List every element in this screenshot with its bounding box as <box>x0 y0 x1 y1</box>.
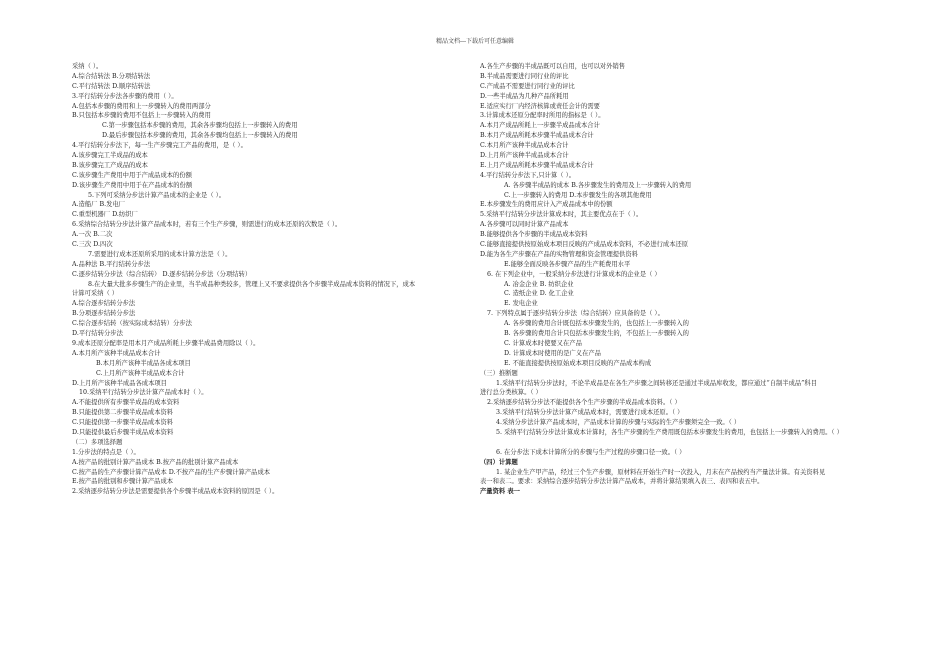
left-text-line: A.按产品的批别计算产品成本 B.按产品的批别计算产品成本 <box>72 458 239 466</box>
right-text-line: C.能够直接提供按原始成本项目反映的产成品成本资料，不必进行成本还原 <box>480 241 689 249</box>
left-text-line: A.包括本步骤的费用和上一步骤转入的费用两部分 <box>72 102 211 110</box>
left-text-line: 9.成本还原分配率是用本月产成品所耗上步骤半成品费用除以（ ）。 <box>72 339 260 347</box>
left-text-line: C.只能提供第一步骤半成品成本资料 <box>72 419 174 427</box>
right-text-line: E.上月产成品所耗本步骤半成品成本合计 <box>480 161 594 169</box>
left-text-line: A.本月所产该种半成品成本合计 <box>72 349 161 357</box>
left-text-line: D.只能提供最后步骤半成品成本资料 <box>72 428 174 436</box>
left-text-line: A.不能提供所有步骤半成品的成本资料 <box>72 399 180 407</box>
left-text-line: 7.需要进行成本还原所采用的成本计算方法是（ ）。 <box>88 250 232 258</box>
left-text-line: D.上月所产该种半成品各成本项目 <box>72 379 167 387</box>
left-text-line: A.造船厂 B.发电厂 <box>72 201 125 209</box>
right-text-line: 1.采纳平行结转分步法时，不论半成品是在各生产步骤之间转移还是通过半成品库收发，都应通过“自制半成品”科目 <box>496 379 817 387</box>
left-text-line: 6.采纳综合结转分步法计算产品成本时，若有三个生产步骤，则需进行的成本还原的次数是（ ）。 <box>72 221 342 229</box>
left-text-line: 5.下列可采纳分步法计算产品成本的企业是（ ）。 <box>88 191 226 199</box>
right-text-line: 4.采纳分步法计算产品成本时，产品成本计算的步骤与实际的生产步骤须完全一致。（ ） <box>496 419 741 427</box>
right-text-line: B.半成品需要进行同行业的评比 <box>480 72 569 80</box>
right-text-line: 3.计算成本还原分配率时所用的指标是（ ）。 <box>480 112 605 120</box>
right-text-line: 6. 在分步法下成本计算所分的步骤与生产过程的步骤口径一致。（ ） <box>496 448 686 456</box>
left-text-line: E.按产品的批别和步骤计算产品成本 <box>72 478 174 486</box>
right-text-line: D.一些半成品为几种产品所耗用 <box>480 92 569 100</box>
right-text-line: C.本月所产该种半成品成本合计 <box>480 142 569 150</box>
right-text-line: E. 发电企业 <box>504 300 538 308</box>
left-text-line: C.按产品的生产步骤计算产品成本 D.不按产品的生产步骤计算产品成本 <box>72 468 271 476</box>
left-text-line: A.综合结转法 B.分项结转法 <box>72 72 151 80</box>
left-text-line: A.品种法 B.平行结转分步法 <box>72 260 151 268</box>
left-text-line: 采纳（ ）。 <box>72 63 103 70</box>
right-text-line: A. 各步骤的费用合计既包括本步骤发生的，也包括上一步骤转入的 <box>504 320 689 328</box>
right-text-line: E. 不能直接提供按原始成本项目反映的产品成本构成 <box>504 359 652 367</box>
right-text-line: 3.采纳平行结转分步法计算产成品成本时，需要进行成本还原。（ ） <box>496 409 684 417</box>
left-text-line: A.综合逐步结转分步法 <box>72 300 136 308</box>
right-text-line: C. 造纸企业 D. 化工企业 <box>504 290 574 298</box>
left-text-line: 2.采纳逐步结转分步法是需要提供各个步骤半成品成本资料的原因是（ ）。 <box>72 488 279 496</box>
left-text-line: C.三次 D.四次 <box>72 241 113 249</box>
right-text-line: E.适应实行厂内经济核算或责任会计的需要 <box>480 102 600 110</box>
right-text-line: D. 计算成本时使用的是广义在产品 <box>504 349 601 357</box>
left-text-line: C.该步骤生产费用中用于产成品成本的份额 <box>72 171 192 179</box>
right-column <box>480 62 880 497</box>
right-text-line: 7. 下列特点属于逐步结转分步法（综合结转）应具备的是（ ）。 <box>487 310 664 318</box>
right-text-line: B.能够提供各个步骤的半成品成本资料 <box>480 231 588 239</box>
right-text-line: A. 冶金企业 B. 纺织企业 <box>504 280 574 288</box>
left-text-line: 1.分步法的特点是（ ）。 <box>72 448 140 456</box>
left-text-line: B.分项逐步结转分步法 <box>72 310 136 318</box>
right-text-line: 2.采纳逐步结转分步法不能提供各个生产步骤的半成品成本资料。（ ） <box>487 399 681 407</box>
right-text-line <box>480 438 880 448</box>
right-text-line: B. 各步骤的费用合计只包括本步骤发生的，不包括上一步骤转入的 <box>504 330 689 338</box>
right-text-line: E.能够全面反映各步骤产品的生产耗费用水平 <box>504 260 631 268</box>
right-text-line: B.本月产成品所耗本步骤半成品成本合计 <box>480 132 594 140</box>
right-text-line: （三）推断题 <box>480 369 518 377</box>
left-text-line: B.该步骤完工产成品的成本 <box>72 161 148 169</box>
right-text-line: A.本月产成品所耗上一步骤半成品成本合计 <box>480 122 600 130</box>
left-text-line: 4.平行结转分步法下，每一生产步骤完工产品的费用，是（ ）。 <box>72 142 247 150</box>
left-text-line: （二）多项选择题 <box>72 438 123 446</box>
right-text-line: 5. 采纳平行结转分步法计算成本计算时，各生产步骤的生产费用既包括本步骤发生的费用，也包括上一步骤转入的费用。（ ） <box>496 428 843 436</box>
left-text-line: 8.在大量大批多步骤生产的企业里，当半成品种类较多，管理上又不要求提供各个步骤半成品成本资料的情况下，成本 <box>88 280 416 288</box>
right-text-line: （四）计算题 <box>480 458 518 466</box>
page-header: 精品文档---下载后可任意编辑 <box>435 38 515 45</box>
left-text-line: C.第一步骤包括本步骤的费用，其余各步骤均包括上一步骤转入的费用 <box>102 122 298 130</box>
left-text-line: C.平行结转法 D.顺序结转法 <box>72 82 151 90</box>
right-text-line: C. 计算成本时使要又在产品 <box>504 339 582 347</box>
left-text-line: C.重型机器厂 D.纺织厂 <box>72 211 138 219</box>
right-text-line: 5.采纳平行结转分步法计算成本时，其主要优点在于（ ）。 <box>480 211 643 219</box>
left-text-line: 3.平行结转分步法各步骤的费用（ ）。 <box>72 92 178 100</box>
right-text-line: A.各步骤可以同时计算产品成本 <box>480 221 569 229</box>
right-text-line: 进行总分类核算。（ ） <box>480 389 542 397</box>
right-text-line: C.上一步骤转入的费用 D.本步骤发生的各项其他费用 <box>504 191 652 199</box>
right-text-line: E.本步骤发生的费用应计入产成品成本中的份额 <box>480 201 613 209</box>
left-text-line: D.该步骤生产费用中用于在产品成本的份额 <box>72 181 193 189</box>
left-text-line: 10.采纳平行结转分步法计算产品成本时（ ）。 <box>79 389 208 397</box>
right-text-line: 1. 某企业生产甲产品，经过三个生产步骤，原材料在开始生产时一次投入，月末在产品按约当产量法计算。有关资料见 <box>496 468 826 476</box>
left-text-line: D.平行结转分步法 <box>72 330 123 338</box>
right-text-line: 产量资料 表一 <box>480 488 520 496</box>
right-text-line: A. 各步骤半成品的成本 B.各步骤发生的费用及上一步骤转入的费用 <box>504 181 692 189</box>
left-text-line: A.一次 B.二次 <box>72 231 113 239</box>
left-text-line: 计算可采纳（ ） <box>72 290 119 298</box>
left-text-line: C.综合逐步结转（按实际成本结转）分步法 <box>72 320 192 328</box>
right-text-line: 6. 在下列企业中，一般采纳分步法进行计算成本的企业是（ ） <box>487 270 661 278</box>
right-text-line: C.产成品不需要进行同行业的评比 <box>480 82 575 90</box>
right-text-line: 4.平行结转分步法下,只计算（ ）。 <box>480 171 576 179</box>
left-text-line: C.逐步结转分步法（综合结转） D.逐步结转分步法（分项结转） <box>72 270 252 278</box>
left-text-line: D.最后步骤包括本步骤的费用，其余各步骤均包括上一步骤转入的费用 <box>102 132 298 140</box>
right-text-line: D.上月所产该种半成品成本合计 <box>480 152 569 160</box>
right-text-line: D.能为各生产步骤在产品的实物管理和资金管理提供资料 <box>480 250 638 258</box>
left-text-line: B.本月所产该种半成品各成本项目 <box>96 359 191 367</box>
left-text-line: C.上月所产该种半成品成本合计 <box>96 369 185 377</box>
right-text-line: 表一和表二。要求：采纳综合逐步结转分步法计算产品成本，并将计算结果填入表三、表四和表五中。 <box>480 478 764 486</box>
left-column <box>72 62 464 497</box>
left-text-line: B.只包括本步骤的费用不包括上一步骤转入的费用 <box>72 112 211 120</box>
left-text-line: B.只能提供第二步骤半成品成本资料 <box>72 409 174 417</box>
right-text-line: A.各生产步骤的半成品既可以自用，也可以对外销售 <box>480 63 626 70</box>
left-text-line: A.该步骤完工半成品的成本 <box>72 152 148 160</box>
